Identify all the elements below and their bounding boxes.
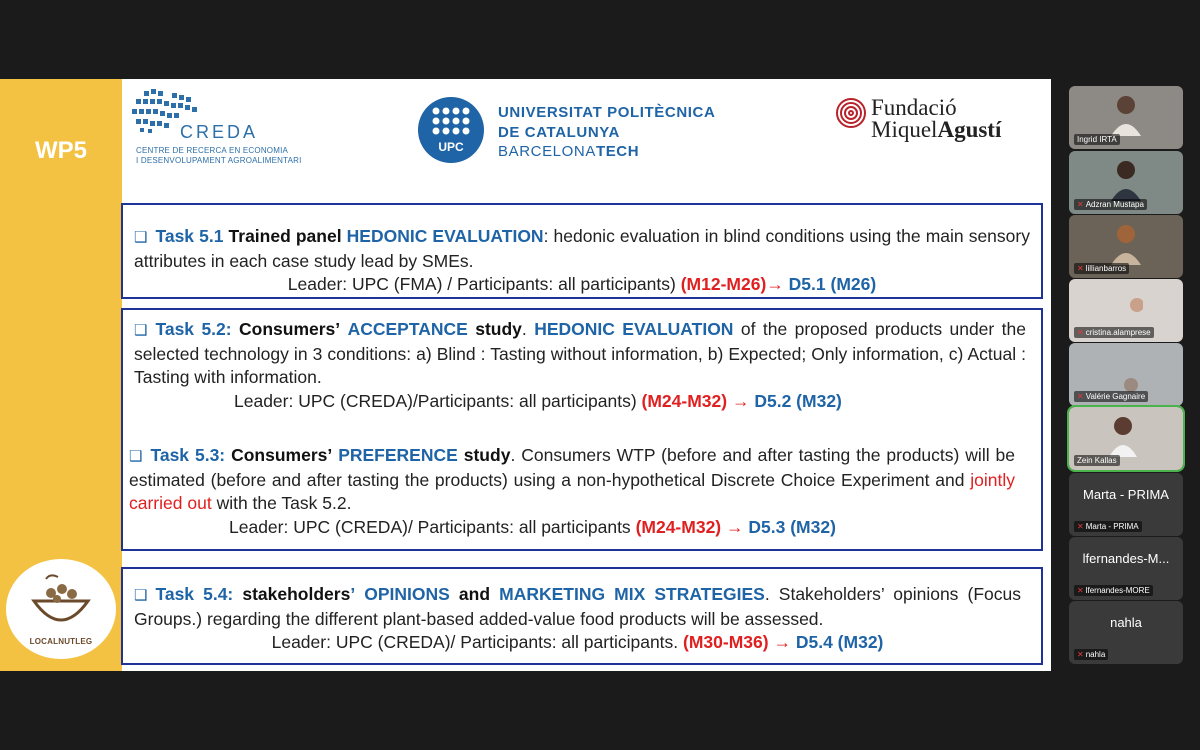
task-5-4 <box>134 583 1021 655</box>
arrow-icon: → <box>766 274 784 294</box>
task-5-1-bold-1: Trained panel <box>228 226 342 246</box>
task-5-4-title: Task 5.4: <box>155 584 234 604</box>
participant-name: Ingrid IRTA <box>1074 134 1120 145</box>
wp-label: WP5 <box>34 137 87 164</box>
upc-logo <box>418 97 738 163</box>
upc-line-2: DE CATALUNYA <box>498 124 620 141</box>
participant-name: ✕ Valérie Gagnaire <box>1074 391 1148 402</box>
upc-badge-text: UPC <box>438 140 464 154</box>
task-5-4-bold-3: MARKETING MIX STRATEGIES <box>499 584 765 604</box>
task-5-2-bold-1: Consumers’ <box>239 319 341 339</box>
mic-muted-icon: ✕ <box>1077 586 1084 595</box>
task-5-4-text: . Stakeholders’ opinions (Focus Groups.) regarding the different plant-based added-value food products will be assessed. <box>134 584 1021 629</box>
person-video-icon <box>1109 221 1143 265</box>
task-5-3-months: (M24-M32) <box>635 516 722 537</box>
participant-display-name: nahla <box>1110 615 1142 630</box>
task-5-1 <box>134 225 1030 297</box>
participant-name: ✕ lfernandes-MORE <box>1074 585 1153 596</box>
task-5-3-bold-3: study <box>463 445 511 465</box>
upc-dots-icon <box>418 97 484 163</box>
task-5-2-sep: . <box>521 319 527 339</box>
localnutleg-logo <box>6 559 116 659</box>
fma-logo <box>835 95 1045 145</box>
slide-sidebar <box>0 79 122 671</box>
mic-muted-icon: ✕ <box>1077 392 1084 401</box>
fma-line-2 <box>871 117 1001 143</box>
checkbox-bullet-icon: ❑ <box>134 322 148 339</box>
task-5-2-title: Task 5.2: <box>155 319 232 339</box>
person-video-icon <box>1109 285 1143 329</box>
task-5-4-quote: ’ <box>350 584 356 604</box>
upc-badge <box>418 97 484 163</box>
participant-tile[interactable] <box>1069 151 1183 214</box>
task-5-3-title: Task 5.3: <box>150 445 226 465</box>
task-5-2-leader-line <box>134 390 1026 414</box>
task-5-2-bold-3: study <box>475 319 522 339</box>
task-5-1-leader: Leader: UPC (FMA) / Participants: all participants) <box>287 274 676 294</box>
task-5-3 <box>129 444 1015 539</box>
task-5-1-bold-2: HEDONIC EVALUATION <box>346 226 544 246</box>
participant-tile-active-speaker[interactable] <box>1069 407 1183 470</box>
participant-name: ✕ Adzran Mustapa <box>1074 199 1147 210</box>
task-5-3-red-text: jointly carried out <box>129 469 1015 513</box>
task-5-2-bold-2: ACCEPTANCE <box>347 319 468 339</box>
upc-line-3 <box>498 143 639 160</box>
task-5-1-text: : hedonic evaluation in blind conditions using the main sensory attributes in each case study lead by SMEs. <box>134 226 1030 271</box>
checkbox-bullet-icon: ❑ <box>134 229 148 246</box>
participant-tile[interactable] <box>1069 343 1183 406</box>
task-5-4-bold-2: OPINIONS <box>364 584 450 604</box>
bowl-icon <box>6 559 116 639</box>
task-5-4-leader: Leader: UPC (CREDA)/ Participants: all participants. <box>271 632 679 652</box>
task-5-2-text: of the proposed products under the selected technology in 3 conditions: a) Blind : Tasting without information, b) Expected; Only information, c) Actual : Tasting with information. <box>134 319 1026 387</box>
localnutleg-text: LOCALNUTLEG <box>29 637 93 646</box>
task-5-4-bold-1: stakeholders <box>242 584 351 604</box>
fma-line-1: Fundació <box>871 95 957 120</box>
fma-line-2a: Miquel <box>871 117 938 142</box>
task-5-3-text-2: with the Task 5.2. <box>216 493 352 513</box>
task-5-1-title: Task 5.1 <box>155 226 224 246</box>
participant-name: ✕ nahla <box>1074 649 1108 660</box>
person-video-icon <box>1109 349 1143 393</box>
person-video-icon <box>1109 92 1143 136</box>
shared-slide <box>0 79 1051 671</box>
task-5-4-and: and <box>458 584 491 604</box>
mic-muted-icon: ✕ <box>1077 200 1084 209</box>
task-5-1-months: (M12-M26) <box>680 274 767 294</box>
participant-tile[interactable] <box>1069 279 1183 342</box>
task-5-3-text-1: . Consumers WTP (before and after tasting the products) will be estimated (before and after tasting the products) using a non-hypothetical Discrete Choice Experiment and <box>129 445 1015 490</box>
arrow-icon: → <box>731 390 750 411</box>
task-5-3-bold-1: Consumers’ <box>231 445 333 465</box>
creda-subtitle-1: CENTRE DE RECERCA EN ECONOMIA <box>136 146 289 155</box>
participant-display-name: Marta - PRIMA <box>1083 487 1169 502</box>
person-video-icon <box>1109 413 1143 457</box>
participant-name: ✕ cristina.alamprese <box>1074 327 1154 338</box>
arrow-icon: → <box>773 632 791 652</box>
task-5-1-deliverable: D5.1 (M26) <box>788 274 877 294</box>
participant-tile[interactable] <box>1069 473 1183 536</box>
mic-muted-icon: ✕ <box>1077 328 1084 337</box>
fma-rosette-icon <box>835 97 867 129</box>
participant-name: ✕ lillianbarros <box>1074 263 1129 274</box>
task-5-4-months: (M30-M36) <box>683 632 769 652</box>
task-5-1-leader-line <box>134 273 1030 297</box>
task-5-2-deliverable: D5.2 (M32) <box>754 390 842 411</box>
mic-muted-icon: ✕ <box>1077 522 1084 531</box>
task-5-2-leader: Leader: UPC (CREDA)/Participants: all participants) <box>234 390 637 411</box>
participant-tile[interactable] <box>1069 86 1183 149</box>
participant-name: ✕ Marta - PRIMA <box>1074 521 1142 532</box>
task-5-2-months: (M24-M32) <box>641 390 728 411</box>
upc-line-1: UNIVERSITAT POLITÈCNICA <box>498 104 716 121</box>
task-5-3-leader-line <box>129 516 1015 540</box>
creda-logo <box>128 85 328 163</box>
arrow-icon: → <box>726 516 744 537</box>
task-5-3-bold-2: PREFERENCE <box>338 445 458 465</box>
participant-display-name: lfernandes-M... <box>1082 551 1170 566</box>
participant-tile[interactable] <box>1069 215 1183 278</box>
participant-tile[interactable] <box>1069 537 1183 600</box>
upc-line-3a: BARCELONA <box>498 143 596 160</box>
checkbox-bullet-icon: ❑ <box>134 587 148 604</box>
task-5-2-bold-4: HEDONIC EVALUATION <box>534 319 734 339</box>
mic-muted-icon: ✕ <box>1077 650 1084 659</box>
task-5-3-leader: Leader: UPC (CREDA)/ Participants: all participants <box>229 516 631 537</box>
task-5-4-deliverable: D5.4 (M32) <box>795 632 884 652</box>
participant-name: Zein Kallas <box>1074 455 1120 466</box>
checkbox-bullet-icon: ❑ <box>129 448 143 465</box>
participant-tile[interactable] <box>1069 601 1183 664</box>
task-5-4-leader-line <box>134 631 1021 655</box>
mic-muted-icon: ✕ <box>1077 264 1084 273</box>
fma-line-2b: Agustí <box>937 117 1002 142</box>
creda-name: CREDA <box>180 122 259 142</box>
upc-line-3b: TECH <box>595 143 640 160</box>
person-video-icon <box>1109 157 1143 201</box>
creda-subtitle-2: I DESENVOLUPAMENT AGROALIMENTARI <box>136 156 302 165</box>
task-5-2 <box>134 318 1026 413</box>
task-5-3-deliverable: D5.3 (M32) <box>748 516 836 537</box>
